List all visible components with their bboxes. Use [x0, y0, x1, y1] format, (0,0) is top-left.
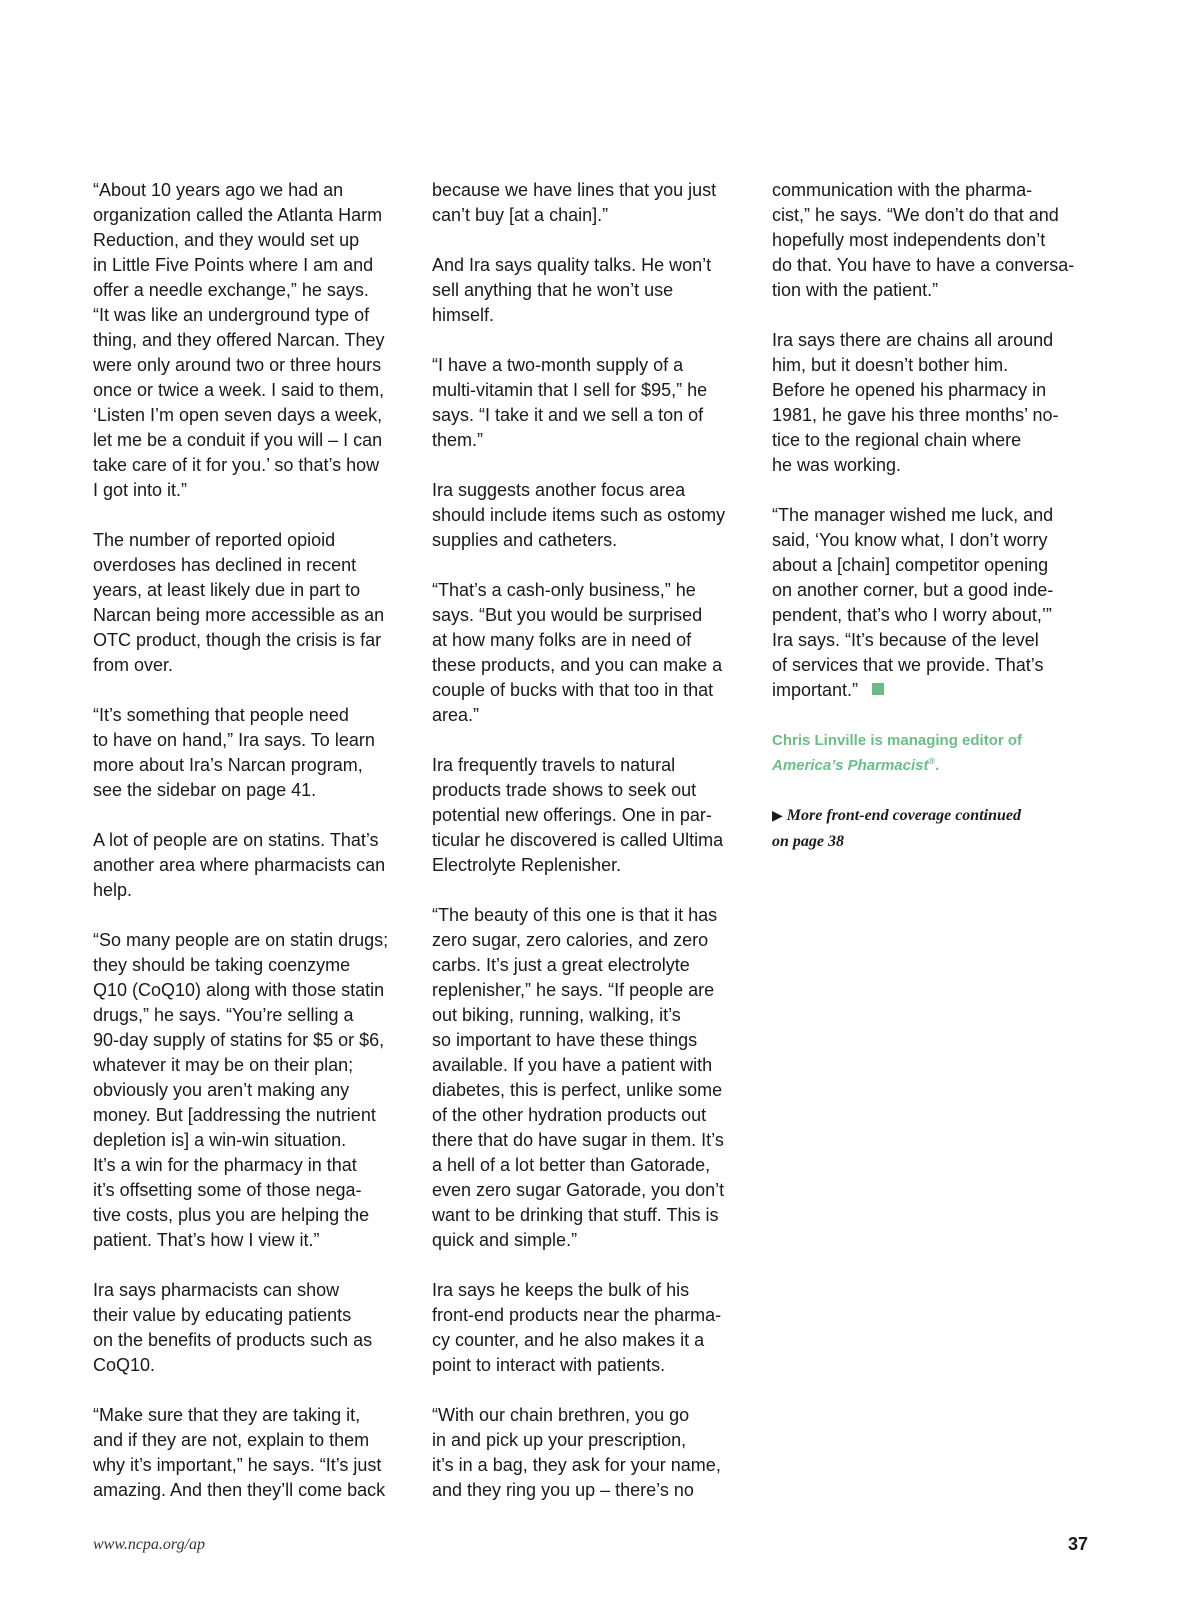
text-line: Narcan being more accessible as an [93, 605, 385, 625]
text-line: their value by educating patients [93, 1305, 352, 1325]
text-line: important.” [772, 678, 1092, 703]
article-column-2 [432, 178, 752, 1528]
text-line: 1981, he gave his three months’ no- [772, 405, 1059, 425]
text-line: money. But [addressing the nutrient [93, 1105, 376, 1125]
text-line: do that. You have to have a conversa- [772, 255, 1075, 275]
text-line: out biking, running, walking, it’s [432, 1005, 681, 1025]
text-line: Before he opened his pharmacy in [772, 380, 1047, 400]
footer-url: www.ncpa.org/ap [93, 1536, 206, 1553]
text-line: multi-vitamin that I sell for $95,” he [432, 380, 708, 400]
text-line: and they ring you up – there’s no [432, 1480, 694, 1500]
paragraph [93, 1278, 413, 1378]
text-line: Ira says there are chains all around [772, 330, 1054, 350]
text-line: of the other hydration products out [432, 1105, 707, 1125]
text-line: Ira frequently travels to natural [432, 755, 676, 775]
text-line: once or twice a week. I said to them, [93, 380, 385, 400]
article-column-1 [93, 178, 413, 1528]
article-column-3 [772, 178, 1092, 854]
text-line: point to interact with patients. [432, 1355, 666, 1375]
text-line: “It was like an underground type of [93, 305, 370, 325]
text-line: front-end products near the pharma- [432, 1305, 722, 1325]
text-line: these products, and you can make a [432, 655, 723, 675]
text-line: 90-day supply of statins for $5 or $6, [93, 1030, 385, 1050]
text-line: “So many people are on statin drugs; [93, 930, 389, 950]
text-line: him, but it doesn’t bother him. [772, 355, 1009, 375]
paragraph [432, 1403, 752, 1503]
text-line: can’t buy [at a chain].” [432, 205, 609, 225]
text-line: pendent, that’s who I worry about,’” [772, 605, 1052, 625]
bio-period: . [935, 757, 940, 774]
text-line: a hell of a lot better than Gatorade, [432, 1155, 711, 1175]
paragraph [772, 328, 1092, 478]
text-line: “That’s a cash-only business,” he [432, 580, 696, 600]
paragraph [432, 178, 752, 228]
text-line: should include items such as ostomy [432, 505, 726, 525]
paragraph [93, 928, 413, 1253]
paragraph [93, 178, 413, 503]
text-line: tice to the regional chain where [772, 430, 1022, 450]
text-line: offer a needle exchange,” he says. [93, 280, 369, 300]
text-line: another area where pharmacists can [93, 855, 386, 875]
text-line: replenisher,” he says. “If people are [432, 980, 715, 1000]
text-line: carbs. It’s just a great electrolyte [432, 955, 690, 975]
text-line: hopefully most independents don’t [772, 230, 1046, 250]
text-line: diabetes, this is perfect, unlike some [432, 1080, 723, 1100]
continued-note-text: More front-end coverage continued [786, 807, 1021, 824]
text-line: says. “But you would be surprised [432, 605, 703, 625]
text-line: see the sidebar on page 41. [93, 780, 317, 800]
text-line: And Ira says quality talks. He won’t [432, 255, 712, 275]
text-line: Reduction, and they would set up [93, 230, 360, 250]
paragraph [432, 253, 752, 328]
text-line: in Little Five Points where I am and [93, 255, 374, 275]
text-line: patient. That’s how I view it.” [93, 1230, 320, 1250]
text-line: “With our chain brethren, you go [432, 1405, 690, 1425]
paragraph [432, 478, 752, 553]
paragraph [93, 528, 413, 678]
text-line: depletion is] a win-win situation. [93, 1130, 347, 1150]
text-line: organization called the Atlanta Harm [93, 205, 383, 225]
paragraph [772, 503, 1092, 703]
text-line: quick and simple.” [432, 1230, 578, 1250]
text-line: couple of bucks with that too in that [432, 680, 714, 700]
text-line: so important to have these things [432, 1030, 698, 1050]
text-line: thing, and they offered Narcan. They [93, 330, 385, 350]
text-line: tion with the patient.” [772, 280, 939, 300]
text-line: help. [93, 880, 133, 900]
text-line: “I have a two-month supply of a [432, 355, 684, 375]
text-line: were only around two or three hours [93, 355, 382, 375]
text-line: and if they are not, explain to them [93, 1430, 370, 1450]
text-line: area.” [432, 705, 480, 725]
text-line: from over. [93, 655, 174, 675]
text-line: Q10 (CoQ10) along with those statin [93, 980, 385, 1000]
text-line: let me be a conduit if you will – I can [93, 430, 383, 450]
text-line: in and pick up your prescription, [432, 1430, 687, 1450]
text-line: because we have lines that you just [432, 180, 717, 200]
text-line: communication with the pharma- [772, 180, 1033, 200]
text-line: I got into it.” [93, 480, 188, 500]
text-line: potential new offerings. One in par- [432, 805, 712, 825]
text-line: supplies and catheters. [432, 530, 618, 550]
text-line: Ira suggests another focus area [432, 480, 686, 500]
bio-line: Chris Linville is managing editor of [772, 732, 1023, 749]
text-line: Ira says. “It’s because of the level [772, 630, 1039, 650]
text-line: take care of it for you.’ so that’s how [93, 455, 380, 475]
text-line: them.” [432, 430, 484, 450]
paragraph [432, 578, 752, 728]
paragraph [772, 178, 1092, 303]
text-line: there that do have sugar in them. It’s [432, 1130, 724, 1150]
text-line: cist,” he says. “We don’t do that and [772, 205, 1059, 225]
text-line: to have on hand,” Ira says. To learn [93, 730, 375, 750]
page-number: 37 [1067, 1534, 1088, 1554]
text-line: Ira says pharmacists can show [93, 1280, 340, 1300]
text-line: amazing. And then they’ll come back [93, 1480, 386, 1500]
text-line: zero sugar, zero calories, and zero [432, 930, 709, 950]
text-line: says. “I take it and we sell a ton of [432, 405, 704, 425]
text-line: CoQ10. [93, 1355, 156, 1375]
text-line: they should be taking coenzyme [93, 955, 351, 975]
text-line: even zero sugar Gatorade, you don’t [432, 1180, 725, 1200]
text-line: ‘Listen I’m open seven days a week, [93, 405, 383, 425]
text-line: “The beauty of this one is that it has [432, 905, 718, 925]
text-line: cy counter, and he also makes it a [432, 1330, 705, 1350]
text-line: more about Ira’s Narcan program, [93, 755, 363, 775]
text-line: obviously you aren’t making any [93, 1080, 350, 1100]
registered-mark: ® [928, 756, 936, 766]
paragraph [432, 1278, 752, 1378]
text-line: tive costs, plus you are helping the [93, 1205, 370, 1225]
author-bio [772, 728, 1092, 778]
text-line: he was working. [772, 455, 902, 475]
text-line: it’s in a bag, they ask for your name, [432, 1455, 721, 1475]
text-line: it’s offsetting some of those nega- [93, 1180, 362, 1200]
text-line: “Make sure that they are taking it, [93, 1405, 361, 1425]
text-line: on the benefits of products such as [93, 1330, 373, 1350]
text-line: Electrolyte Replenisher. [432, 855, 622, 875]
text-line: years, at least likely due in part to [93, 580, 361, 600]
text-line: “The manager wished me luck, and [772, 505, 1054, 525]
magazine-title: America’s Pharmacist [772, 757, 929, 774]
arrow-right-icon: ▶ [772, 809, 783, 824]
text-line: why it’s important,” he says. “It’s just [93, 1455, 382, 1475]
text-line: himself. [432, 305, 495, 325]
text-line: of services that we provide. That’s [772, 655, 1044, 675]
text-line: drugs,” he says. “You’re selling a [93, 1005, 354, 1025]
text-line: sell anything that he won’t use [432, 280, 674, 300]
text-line: “About 10 years ago we had an [93, 180, 344, 200]
end-mark-square-icon [872, 683, 884, 695]
text-line: The number of reported opioid [93, 530, 336, 550]
paragraph [93, 703, 413, 803]
text-line: products trade shows to seek out [432, 780, 697, 800]
text-line: whatever it may be on their plan; [93, 1055, 354, 1075]
bio-magazine-line [772, 753, 1092, 778]
text-line: overdoses has declined in recent [93, 555, 357, 575]
paragraph [93, 1403, 413, 1503]
continued-note [772, 803, 1092, 854]
continued-note-line [772, 803, 1092, 829]
text-line: “It’s something that people need [93, 705, 349, 725]
text-line: ticular he discovered is called Ultima [432, 830, 724, 850]
text-line: said, ‘You know what, I don’t worry [772, 530, 1048, 550]
text-line: at how many folks are in need of [432, 630, 692, 650]
text-line: A lot of people are on statins. That’s [93, 830, 379, 850]
text-line: Ira says he keeps the bulk of his [432, 1280, 690, 1300]
column-3-paragraphs [772, 178, 1092, 703]
text-line: available. If you have a patient with [432, 1055, 713, 1075]
text-line: want to be drinking that stuff. This is [432, 1205, 719, 1225]
text-line: on another corner, but a good inde- [772, 580, 1054, 600]
text-line: OTC product, though the crisis is far [93, 630, 382, 650]
text-line: It’s a win for the pharmacy in that [93, 1155, 357, 1175]
paragraph [93, 828, 413, 903]
paragraph [432, 753, 752, 878]
text-line: about a [chain] competitor opening [772, 555, 1049, 575]
paragraph [432, 903, 752, 1253]
paragraph [432, 353, 752, 453]
continued-note-page: on page 38 [772, 833, 844, 850]
